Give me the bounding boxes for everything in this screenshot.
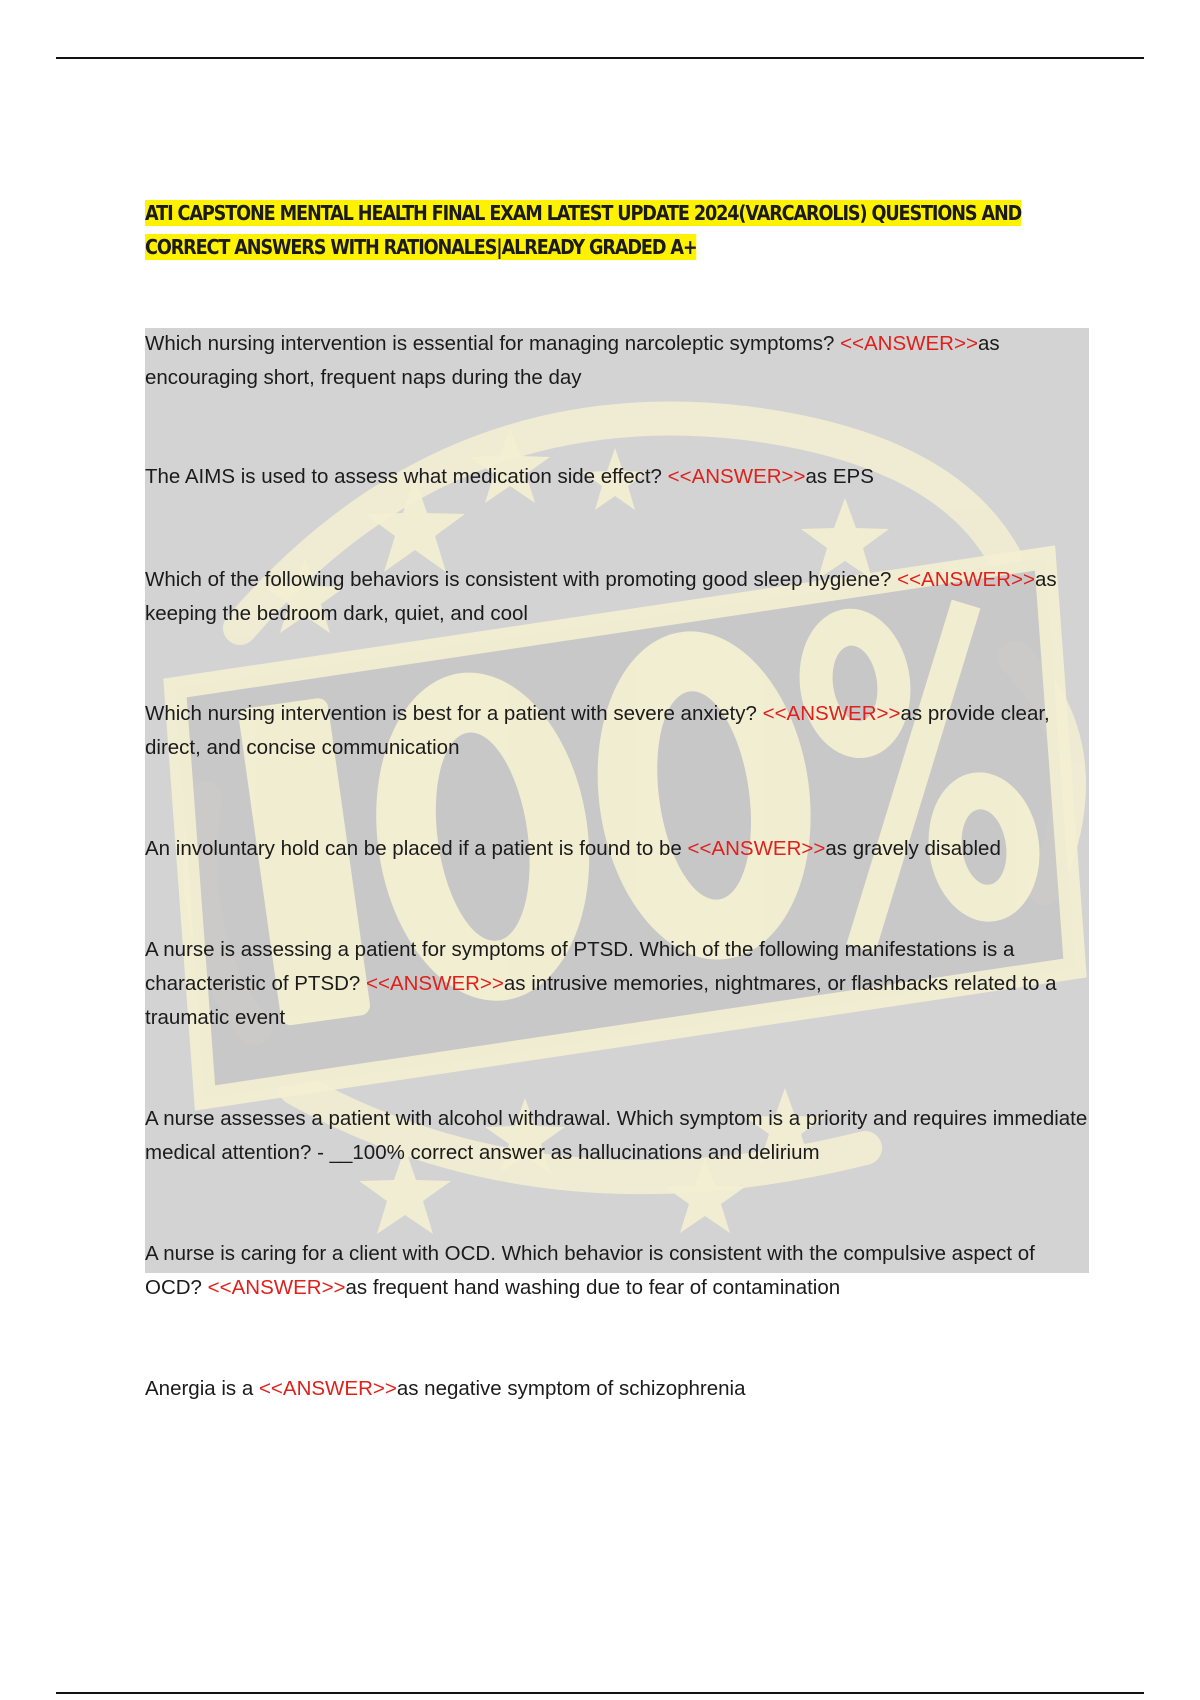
question-text: Anergia is a (145, 1377, 259, 1400)
header-rule (56, 57, 1144, 59)
qa-item-2 (145, 460, 1095, 494)
answer-text: as keeping the bedroom dark, quiet, and cool (145, 568, 1057, 625)
qa-item-6 (145, 933, 1095, 1035)
answer-marker: <<ANSWER>> (366, 972, 504, 995)
answer-text: as EPS (805, 465, 874, 488)
document-title (145, 196, 1074, 264)
answer-text: as gravely disabled (825, 837, 1001, 860)
question-text: Which nursing intervention is essential for managing narcoleptic symptoms? (145, 332, 841, 355)
footer-rule (56, 1692, 1144, 1694)
answer-marker: <<ANSWER>> (897, 568, 1035, 591)
answer-marker: <<ANSWER>> (207, 1276, 346, 1299)
qa-item-1 (145, 327, 1095, 395)
question-text: An involuntary hold can be placed if a patient is found to be (145, 837, 688, 860)
title-highlight: ATI CAPSTONE MENTAL HEALTH FINAL EXAM LATEST UPDATE 2024(VARCAROLIS) QUESTIONS AND CORRECT ANSWERS WITH RATIONALES|ALREADY GRADED A+ (145, 201, 1022, 259)
answer-text: as negative symptom of schizophrenia (396, 1377, 746, 1400)
answer-marker: <<ANSWER>> (667, 465, 806, 488)
answer-marker: <<ANSWER>> (762, 702, 901, 725)
qa-item-9 (145, 1372, 1095, 1406)
question-text: A nurse assesses a patient with alcohol withdrawal. Which symptom is a priority and requires immediate medical attention? - __100% correct answer as hallucinations and delirium (145, 1107, 1088, 1164)
question-text: A nurse is caring for a client with OCD. Which behavior is consistent with the compulsive aspect of OCD? (145, 1242, 1035, 1299)
answer-marker: <<ANSWER>> (258, 1377, 397, 1400)
qa-item-7 (145, 1102, 1095, 1170)
answer-text: as intrusive memories, nightmares, or flashbacks related to a traumatic event (145, 972, 1057, 1029)
answer-marker: <<ANSWER>> (840, 332, 978, 355)
qa-item-3 (145, 563, 1095, 631)
answer-text: as frequent hand washing due to fear of contamination (345, 1276, 841, 1299)
answer-marker: <<ANSWER>> (687, 837, 826, 860)
question-text: Which of the following behaviors is consistent with promoting good sleep hygiene? (145, 568, 898, 591)
question-text: The AIMS is used to assess what medication side effect? (145, 465, 668, 488)
answer-text: as encouraging short, frequent naps during the day (145, 332, 1000, 389)
question-text: Which nursing intervention is best for a patient with severe anxiety? (145, 702, 763, 725)
answer-text: as provide clear, direct, and concise communication (145, 702, 1050, 759)
question-text: A nurse is assessing a patient for symptoms of PTSD. Which of the following manifestations is a characteristic of PTSD? (145, 938, 1015, 995)
qa-item-8 (145, 1237, 1095, 1305)
qa-item-4 (145, 697, 1095, 765)
qa-item-5 (145, 832, 1095, 866)
